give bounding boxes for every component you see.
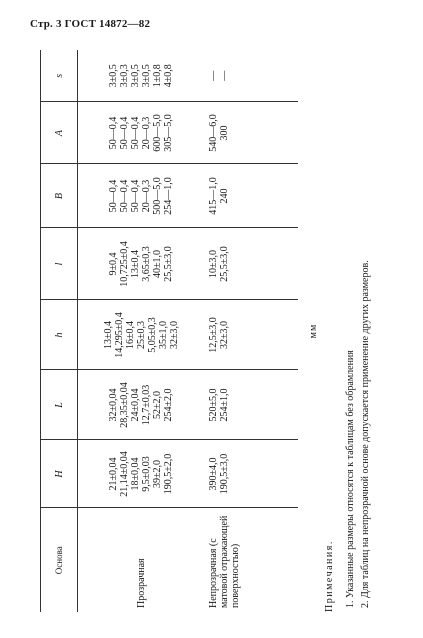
- value-line: 600—5,0: [152, 114, 163, 152]
- value-line: 13±0,4: [130, 250, 141, 278]
- rotated-content: [40, 50, 390, 612]
- value-line: 35±1,0: [157, 321, 169, 349]
- value-line: 52±2,0: [152, 391, 163, 419]
- material-cell: Непрозрачная (с матовой отражающей поверхностью): [208, 515, 241, 608]
- value-line: —: [208, 70, 219, 81]
- value-line: 240: [219, 188, 230, 204]
- value-line: 520±5,0: [208, 388, 219, 422]
- value-line: 20—0,3: [141, 179, 152, 213]
- value-line: 25±0,3: [135, 321, 147, 349]
- value-line: 3±0,5: [108, 64, 119, 88]
- value-line: 254—1,0: [163, 177, 174, 215]
- value-cell: [204, 300, 298, 370]
- value-line: 32±3,0: [168, 321, 180, 349]
- table-header-row: [41, 50, 78, 612]
- value-line: 25,5±3,0: [219, 246, 230, 282]
- value-cell: [78, 102, 205, 164]
- value-line: 50—0,4: [108, 179, 119, 213]
- value-line: 21±0,04: [108, 457, 119, 491]
- value-line: 12,7±0,03: [141, 384, 152, 426]
- value-line: 10,725±0,4: [119, 241, 130, 287]
- value-line: 190,5±2,0: [163, 453, 174, 495]
- value-line: 10±3,0: [208, 250, 219, 278]
- value-line: 190,5±3,0: [219, 453, 230, 495]
- value-line: 18±0,04: [130, 457, 141, 491]
- dimensions-table: [40, 50, 298, 612]
- value-cell: [204, 164, 298, 228]
- value-cell: [78, 440, 205, 508]
- value-line: 3±0,3: [119, 64, 130, 88]
- value-line: 20—0,3: [141, 116, 152, 150]
- value-line: 32±3,0: [219, 321, 230, 349]
- value-line: 40±1,0: [152, 250, 163, 278]
- value-cell: [78, 164, 205, 228]
- notes-section: [322, 50, 373, 612]
- value-line: 12,5±3,0: [208, 317, 219, 353]
- value-line: 24±0,04: [130, 388, 141, 422]
- value-line: 50—0,4: [130, 116, 141, 150]
- value-line: 500—5,0: [152, 177, 163, 215]
- value-line: 4±0,8: [163, 64, 174, 88]
- column-header: h: [41, 300, 78, 370]
- note-item: 1. Указанные размеры относятся к таблицам без обрамления: [345, 350, 356, 608]
- column-header: H: [41, 440, 78, 508]
- value-line: 13±0,4: [102, 321, 114, 349]
- table-row: [78, 50, 205, 612]
- value-cell: [204, 50, 298, 102]
- value-cell: [204, 102, 298, 164]
- value-line: 9±0,4: [108, 252, 119, 276]
- value-line: 16±0,4: [124, 321, 136, 349]
- value-cell: [78, 50, 205, 102]
- value-line: 390±4,0: [208, 457, 219, 491]
- value-line: 3,65±0,3: [141, 246, 152, 282]
- material-cell: Прозрачная: [135, 558, 147, 608]
- value-line: 1±0,8: [152, 64, 163, 88]
- value-line: 540—6,0: [208, 114, 219, 152]
- column-header: Основа: [41, 508, 78, 612]
- units-label: мм: [308, 323, 319, 339]
- value-line: 305—5,0: [163, 114, 174, 152]
- value-cell: [78, 228, 205, 300]
- column-header: s: [41, 50, 78, 102]
- value-cell: [78, 300, 205, 370]
- value-line: 3±0,5: [130, 64, 141, 88]
- column-header: B: [41, 164, 78, 228]
- value-cell: [204, 440, 298, 508]
- table-row: [204, 50, 298, 612]
- value-line: 25,5±3,0: [163, 246, 174, 282]
- value-line: 21,14±0,04: [119, 451, 130, 497]
- value-line: 50—0,4: [130, 179, 141, 213]
- value-line: 415—1,0: [208, 177, 219, 215]
- column-header: L: [41, 370, 78, 440]
- value-line: 50—0,4: [108, 116, 119, 150]
- value-line: 39±2,0: [152, 460, 163, 488]
- value-line: 50—0,4: [119, 179, 130, 213]
- column-header: l: [41, 228, 78, 300]
- value-line: 300: [219, 125, 230, 141]
- notes-title: Примечания.: [324, 540, 335, 612]
- value-line: 50—0,4: [119, 116, 130, 150]
- value-line: 5,05±0,3: [146, 317, 158, 353]
- value-line: 9,5±0,03: [141, 456, 152, 492]
- note-item: 2. Для таблиц на непрозрачной основе допускается применение других размеров.: [360, 260, 371, 608]
- value-line: —: [219, 70, 230, 81]
- value-cell: [78, 370, 205, 440]
- page-header: Стр. 3 ГОСТ 14872—82: [30, 18, 151, 30]
- value-cell: [204, 370, 298, 440]
- value-line: 14,295±0,4: [113, 312, 125, 358]
- value-line: 3±0,5: [141, 64, 152, 88]
- value-line: 28,35±0,04: [119, 382, 130, 428]
- value-line: 254±2,0: [163, 388, 174, 422]
- value-line: 32±0,04: [108, 388, 119, 422]
- value-line: 254±1,0: [219, 388, 230, 422]
- column-header: A: [41, 102, 78, 164]
- value-cell: [204, 228, 298, 300]
